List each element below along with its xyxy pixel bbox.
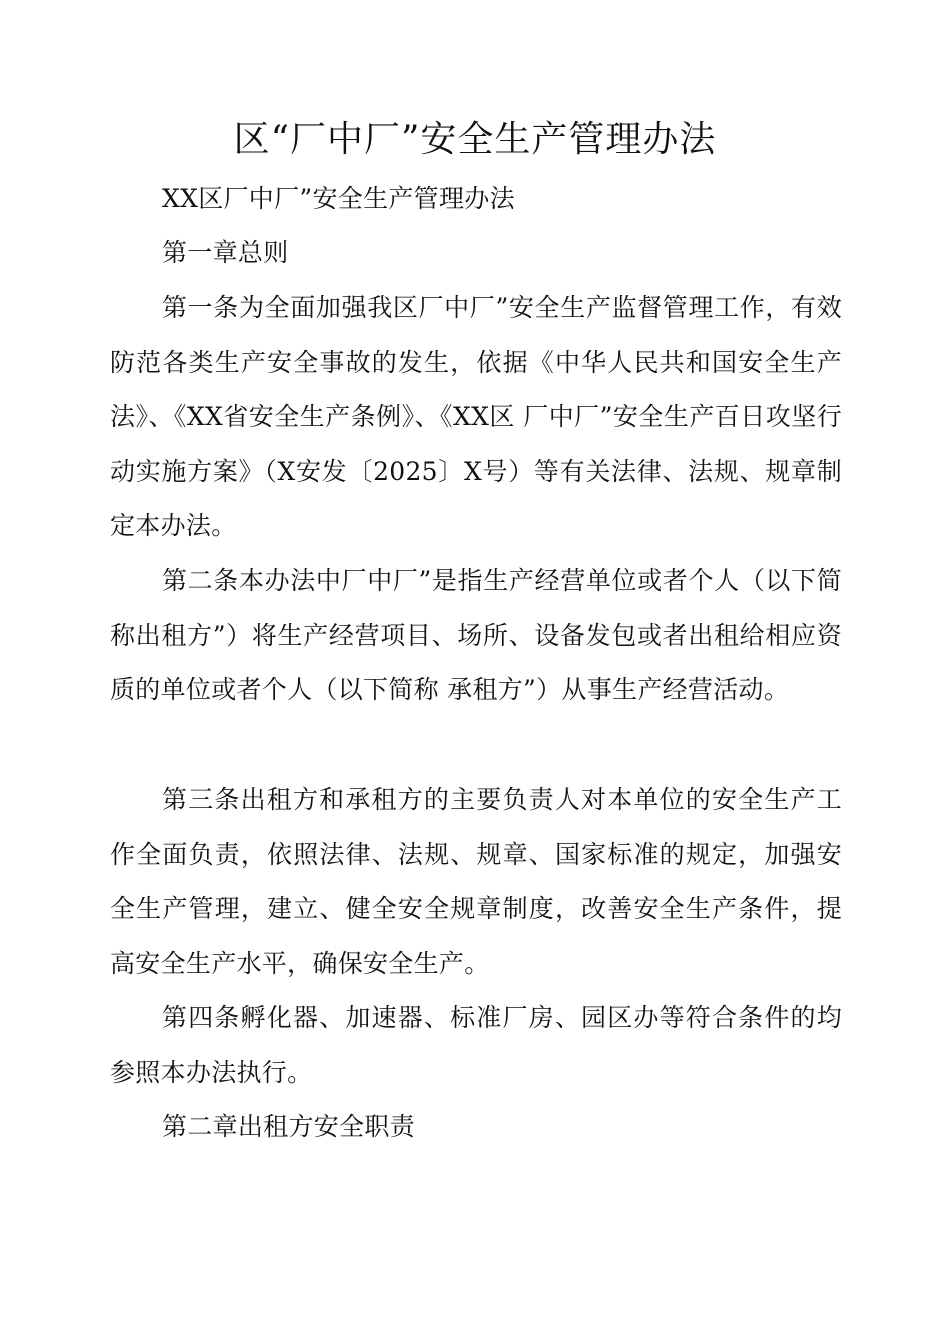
article-4: 第四条孵化器、加速器、标准厂房、园区办等符合条件的均参照本办法执行。 bbox=[110, 1003, 842, 1087]
article-3: 第三条出租方和承租方的主要负责人对本单位的安全生产工作全面负责，依照法律、法规、规章、国家标准的规定，加强安全生产管理，建立、健全安全规章制度，改善安全生产条件，提高安全生产水平，确保安全生产。 bbox=[110, 785, 842, 978]
document-title: 区“厂中厂”安全生产管理办法 bbox=[233, 119, 717, 160]
chapter-2-heading: 第二章出租方安全职责 bbox=[162, 1112, 416, 1141]
document-subtitle: XX区厂中厂”安全生产管理办法 bbox=[162, 184, 515, 213]
article-2: 第二条本办法中厂中厂”是指生产经营单位或者个人（以下简称出租方”）将生产经营项目、场所、设备发包或者出租给相应资质的单位或者个人（以下简称 承租方”）从事生产经营活动。 bbox=[110, 566, 842, 704]
chapter-1-heading: 第一章总则 bbox=[162, 238, 289, 267]
article-1: 第一条为全面加强我区厂中厂”安全生产监督管理工作，有效防范各类生产安全事故的发生，依据《中华人民共和国安全生产法》、《XX省安全生产条例》、《XX区 厂中厂”安全生产百日攻坚行动实施方案》（X安发〔2025〕X号）等有关法律、法规、规章制定本办法。 bbox=[110, 293, 842, 540]
